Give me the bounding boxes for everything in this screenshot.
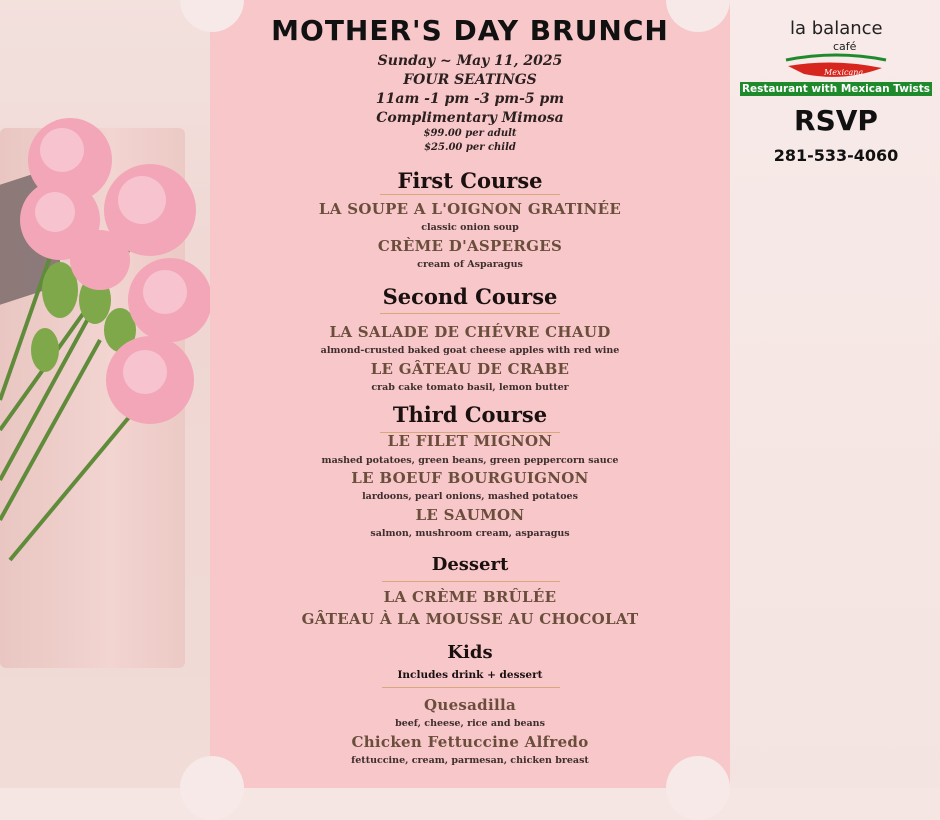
dessert-heading: Dessert bbox=[431, 554, 509, 575]
kids-dish-description: fettuccine, cream, parmesan, chicken breast bbox=[351, 755, 589, 766]
dish-description: classic onion soup bbox=[421, 222, 519, 233]
adult-price: $99.00 per adult bbox=[423, 128, 517, 139]
dish-description: cream of Asparagus bbox=[417, 259, 523, 270]
divider bbox=[382, 687, 560, 688]
chili-pepper-icon bbox=[784, 52, 888, 82]
logo-tagline: Mexicana bbox=[824, 68, 864, 77]
first-course-heading: First Course bbox=[397, 168, 543, 193]
dish-name: LE SAUMON bbox=[415, 506, 525, 524]
rsvp-phone: 281-533-4060 bbox=[773, 146, 899, 165]
child-price: $25.00 per child bbox=[424, 142, 516, 153]
logo-cafe: café bbox=[833, 40, 857, 53]
dish-name: LA SOUPE A L'OIGNON GRATINÉE bbox=[318, 200, 622, 218]
dessert-item: LA CRÈME BRÛLÉE bbox=[383, 588, 557, 606]
dish-description: almond-crusted baked goat cheese apples with red wine bbox=[320, 345, 620, 356]
carnation-bouquet-image bbox=[0, 0, 230, 788]
logo-name: la balance bbox=[790, 18, 883, 39]
dessert-item: GÂTEAU À LA MOUSSE AU CHOCOLAT bbox=[301, 610, 639, 628]
seating-times: 11am -1 pm -3 pm-5 pm bbox=[375, 91, 565, 107]
seatings-label: FOUR SEATINGS bbox=[403, 72, 537, 88]
dish-name: LA SALADE DE CHÉVRE CHAUD bbox=[329, 323, 611, 341]
restaurant-logo bbox=[740, 14, 932, 98]
divider bbox=[382, 581, 560, 582]
dish-name: LE BOEUF BOURGUIGNON bbox=[351, 469, 589, 487]
dish-name: LE GÂTEAU DE CRABE bbox=[370, 360, 570, 378]
dish-description: mashed potatoes, green beans, green peppercorn sauce bbox=[321, 455, 619, 466]
event-date: Sunday ~ May 11, 2025 bbox=[377, 53, 563, 69]
kids-dish-name: Quesadilla bbox=[424, 696, 516, 714]
kids-note: Includes drink + dessert bbox=[397, 669, 543, 681]
menu-title: MOTHER'S DAY BRUNCH bbox=[271, 14, 669, 47]
rsvp-label: RSVP bbox=[794, 104, 878, 137]
divider bbox=[380, 194, 560, 195]
dish-description: crab cake tomato basil, lemon butter bbox=[371, 382, 569, 393]
dish-name: LE FILET MIGNON bbox=[387, 432, 553, 450]
dish-name: CRÈME D'ASPERGES bbox=[377, 237, 563, 255]
kids-heading: Kids bbox=[447, 642, 493, 663]
second-course-heading: Second Course bbox=[382, 284, 558, 309]
divider bbox=[380, 313, 560, 314]
dish-description: lardoons, pearl onions, mashed potatoes bbox=[362, 491, 578, 502]
third-course-heading: Third Course bbox=[392, 402, 548, 427]
kids-dish-name: Chicken Fettuccine Alfredo bbox=[351, 733, 589, 751]
mimosa-note: Complimentary Mimosa bbox=[376, 110, 564, 126]
dish-description: salmon, mushroom cream, asparagus bbox=[370, 528, 570, 539]
kids-dish-description: beef, cheese, rice and beans bbox=[395, 718, 545, 729]
logo-band: Restaurant with Mexican Twists bbox=[741, 83, 931, 95]
